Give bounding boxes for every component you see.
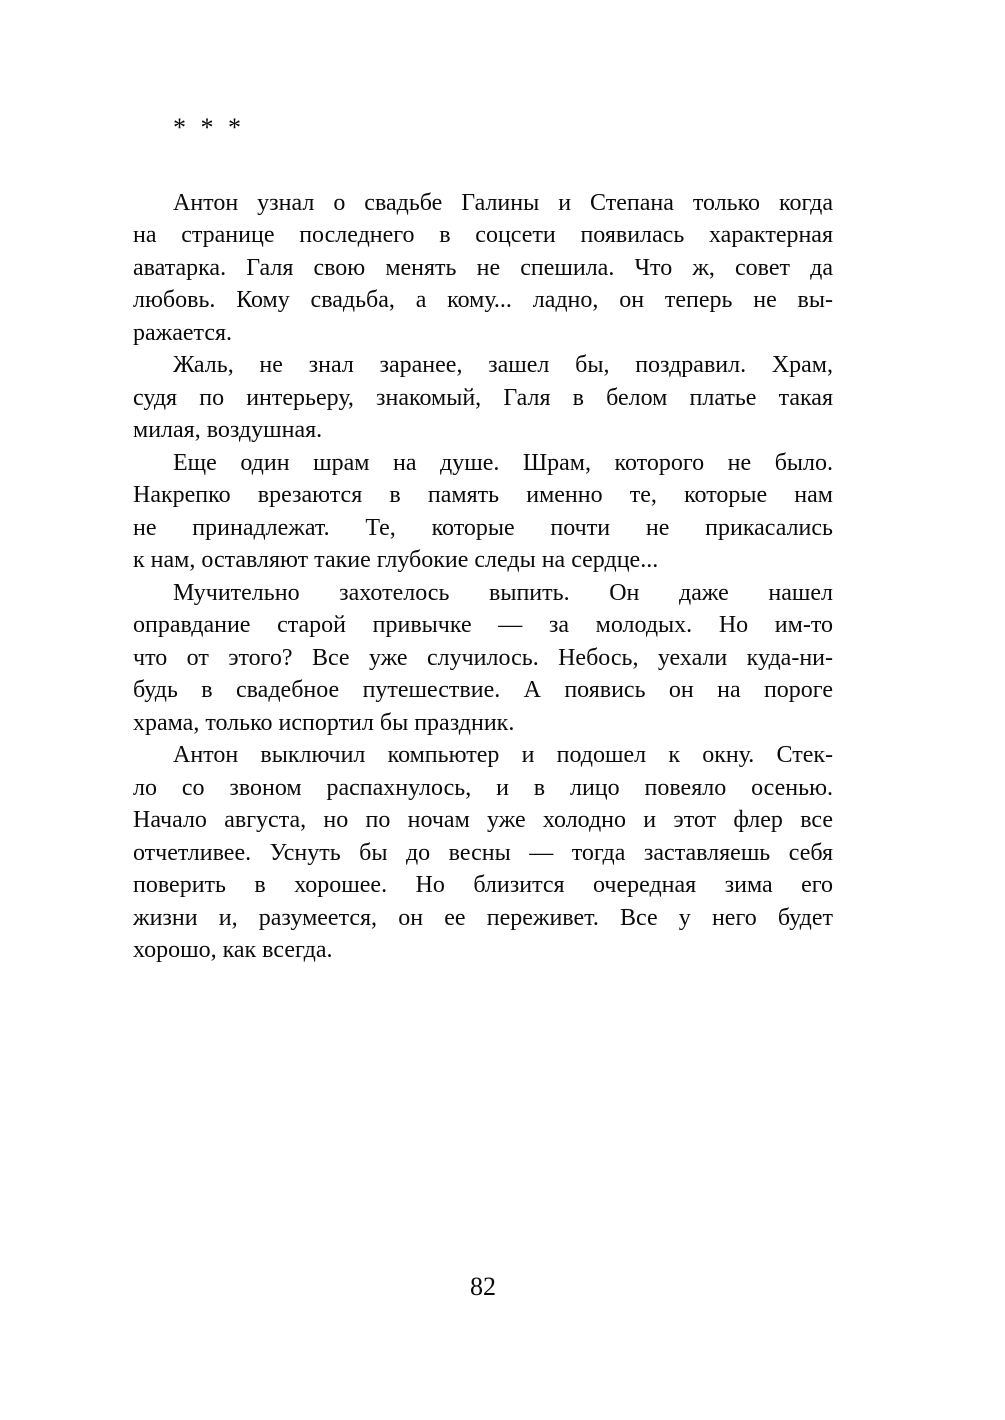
paragraph-line: Мучительно захотелось выпить. Он даже нашел <box>173 579 833 606</box>
paragraph-line: к нам, оставляют такие глубокие следы на сердце... <box>133 547 659 573</box>
paragraph <box>133 349 833 447</box>
paragraph-line: милая, воздушная. <box>133 417 323 443</box>
paragraph-line: Начало августа, но по ночам уже холодно и этот флер все <box>133 807 833 833</box>
paragraph-line: судя по интерьеру, знакомый, Галя в белом платье такая <box>133 384 833 411</box>
paragraph-line: любовь. Кому свадьба, а кому... ладно, он теперь не вы- <box>133 287 833 313</box>
paragraph-line: Антон выключил компьютер и подошел к окну. Стек- <box>173 742 833 768</box>
paragraph-line: оправдание старой привычке — за молодых. Но им-то <box>133 612 833 638</box>
paragraph <box>133 187 833 350</box>
paragraph-line: отчетливее. Уснуть бы до весны — тогда заставляешь себя <box>133 839 833 866</box>
paragraph-line: на странице последнего в соцсети появилась характерная <box>133 222 833 248</box>
paragraph <box>133 739 833 967</box>
paragraph-line: не принадлежат. Те, которые почти не прикасались <box>133 514 833 541</box>
paragraph-line: ражается. <box>133 319 233 346</box>
paragraphs <box>133 187 833 967</box>
paragraph-line: Еще один шрам на душе. Шрам, которого не было. <box>173 449 833 476</box>
paragraph <box>133 447 833 577</box>
paragraph-line: будь в свадебное путешествие. А появись он на пороге <box>133 677 833 703</box>
paragraph-line: что от этого? Все уже случилось. Небось, уехали куда-ни- <box>133 644 833 671</box>
paragraph-line: ло со звоном распахнулось, и в лицо повеяло осенью. <box>133 774 833 801</box>
section-separator: * * * <box>173 113 245 142</box>
page-number: 82 <box>470 1272 496 1301</box>
paragraph-line: Антон узнал о свадьбе Галины и Степана только когда <box>173 189 833 216</box>
paragraph-line: аватарка. Галя свою менять не спешила. Что ж, совет да <box>133 254 833 281</box>
page-body <box>133 112 833 967</box>
paragraph-line: хорошо, как всегда. <box>133 937 333 963</box>
paragraph-line: поверить в хорошее. Но близится очередная зима его <box>133 872 833 898</box>
paragraph-line: Жаль, не знал заранее, зашел бы, поздравил. Храм, <box>173 352 833 378</box>
paragraph-line: жизни и, разумеется, он ее переживет. Все у него будет <box>133 904 833 931</box>
paragraph-line: Накрепко врезаются в память именно те, которые нам <box>133 482 833 508</box>
paragraph-line: храма, только испортил бы праздник. <box>133 709 515 736</box>
paragraph <box>133 577 833 740</box>
